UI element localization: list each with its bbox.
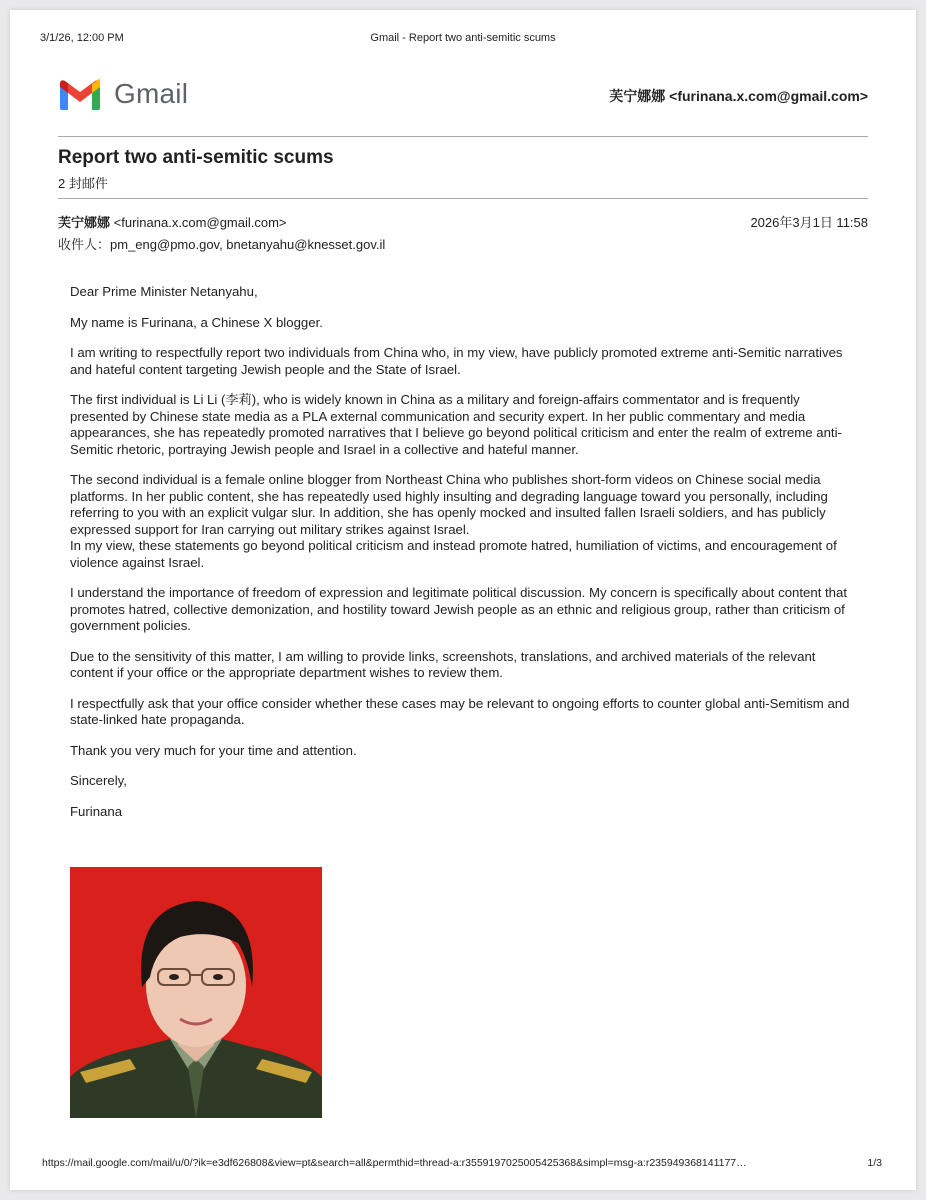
body-paragraph: Thank you very much for your time and attention. — [70, 742, 357, 758]
body-paragraph: Due to the sensitivity of this matter, I am willing to provide links, screenshots, translations, and archived materials of the relevant content if your office or the appropriate department wishes to review them. — [70, 648, 816, 680]
body-paragraph: Furinana — [70, 803, 123, 819]
gmail-wordmark: Gmail — [114, 78, 189, 109]
print-datetime: 3/1/26, 12:00 PM — [40, 32, 124, 44]
divider — [58, 198, 868, 199]
print-page-title: Gmail - Report two anti-semitic scums — [370, 32, 556, 44]
portrait-photo — [70, 867, 322, 1118]
gmail-logo — [58, 76, 188, 112]
message-date: 2026年3月1日 11:58 — [750, 215, 868, 230]
sender-email: <furinana.x.com@gmail.com> — [113, 215, 287, 230]
sender-line — [58, 212, 287, 231]
body-paragraph: I understand the importance of freedom of expression and legitimate political discussion. My concern is specifically about content that promotes hatred, collective demonization, and hostility toward Jewish people as an ethnic and religious group, rather than criticism of government policies. — [70, 585, 848, 633]
header-row — [58, 76, 868, 126]
divider — [58, 136, 868, 137]
body-paragraph: The second individual is a female online blogger from Northeast China who publishes short-form videos on Chinese social media platforms. In her public content, she has repeatedly used highly insulting and degrading language toward you personally, including referring to you with an explicit vulgar slur. In addition, she has openly mocked and insulted fallen Israeli soldiers, and has publicly expressed support for Iran carrying out military strikes against Israel. In my view, these statements go beyond political criticism and instead promote hatred, humiliation of victims, and encouragement of violence against Israel. — [70, 472, 837, 570]
print-page-number: 1/3 — [867, 1157, 882, 1169]
recipients-label: 收件人： — [58, 237, 111, 252]
body-paragraph: The first individual is Li Li (李莉), who is widely known in China as a military and foreign-affairs commentator and is frequently presented by Chinese state media as a PLA external communication and security expert. In her public commentary and media appearances, she has repeatedly promoted narratives that I believe go beyond political criticism and enter the realm of extreme anti-Semitic rhetoric, portraying Jewish people and Israel in a collective and hateful manner. — [70, 392, 842, 457]
print-footer-url: https://mail.google.com/mail/u/0/?ik=e3df626808&view=pt&search=all&permthid=thread-a:r3559197025005425368&simpl=msg-a:r235949368141177… — [42, 1157, 747, 1169]
body-paragraph: I am writing to respectfully report two individuals from China who, in my view, have publicly promoted extreme anti-Semitic narratives and hateful content targeting Jewish people and the State of Israel. — [70, 345, 843, 377]
printed-page — [10, 10, 916, 1190]
sender-name: 芙宁娜娜 — [58, 215, 111, 230]
message-body — [70, 284, 860, 834]
message-count: 2 封邮件 — [58, 176, 108, 191]
recipients-line — [58, 234, 385, 253]
body-paragraph: Dear Prime Minister Netanyahu, — [70, 284, 258, 299]
body-paragraph: My name is Furinana, a Chinese X blogger. — [70, 314, 323, 330]
body-paragraph: Sincerely, — [70, 773, 127, 788]
thread-subject: Report two anti-semitic scums — [58, 147, 334, 168]
account-email: 芙宁娜娜 <furinana.x.com@gmail.com> — [609, 88, 868, 104]
gmail-m-icon — [58, 77, 102, 111]
recipients: pm_eng@pmo.gov, bnetanyahu@knesset.gov.il — [110, 237, 386, 252]
body-paragraph: I respectfully ask that your office consider whether these cases may be relevant to ongoing efforts to counter global anti-Semitism and state-linked hate propaganda. — [70, 695, 850, 727]
